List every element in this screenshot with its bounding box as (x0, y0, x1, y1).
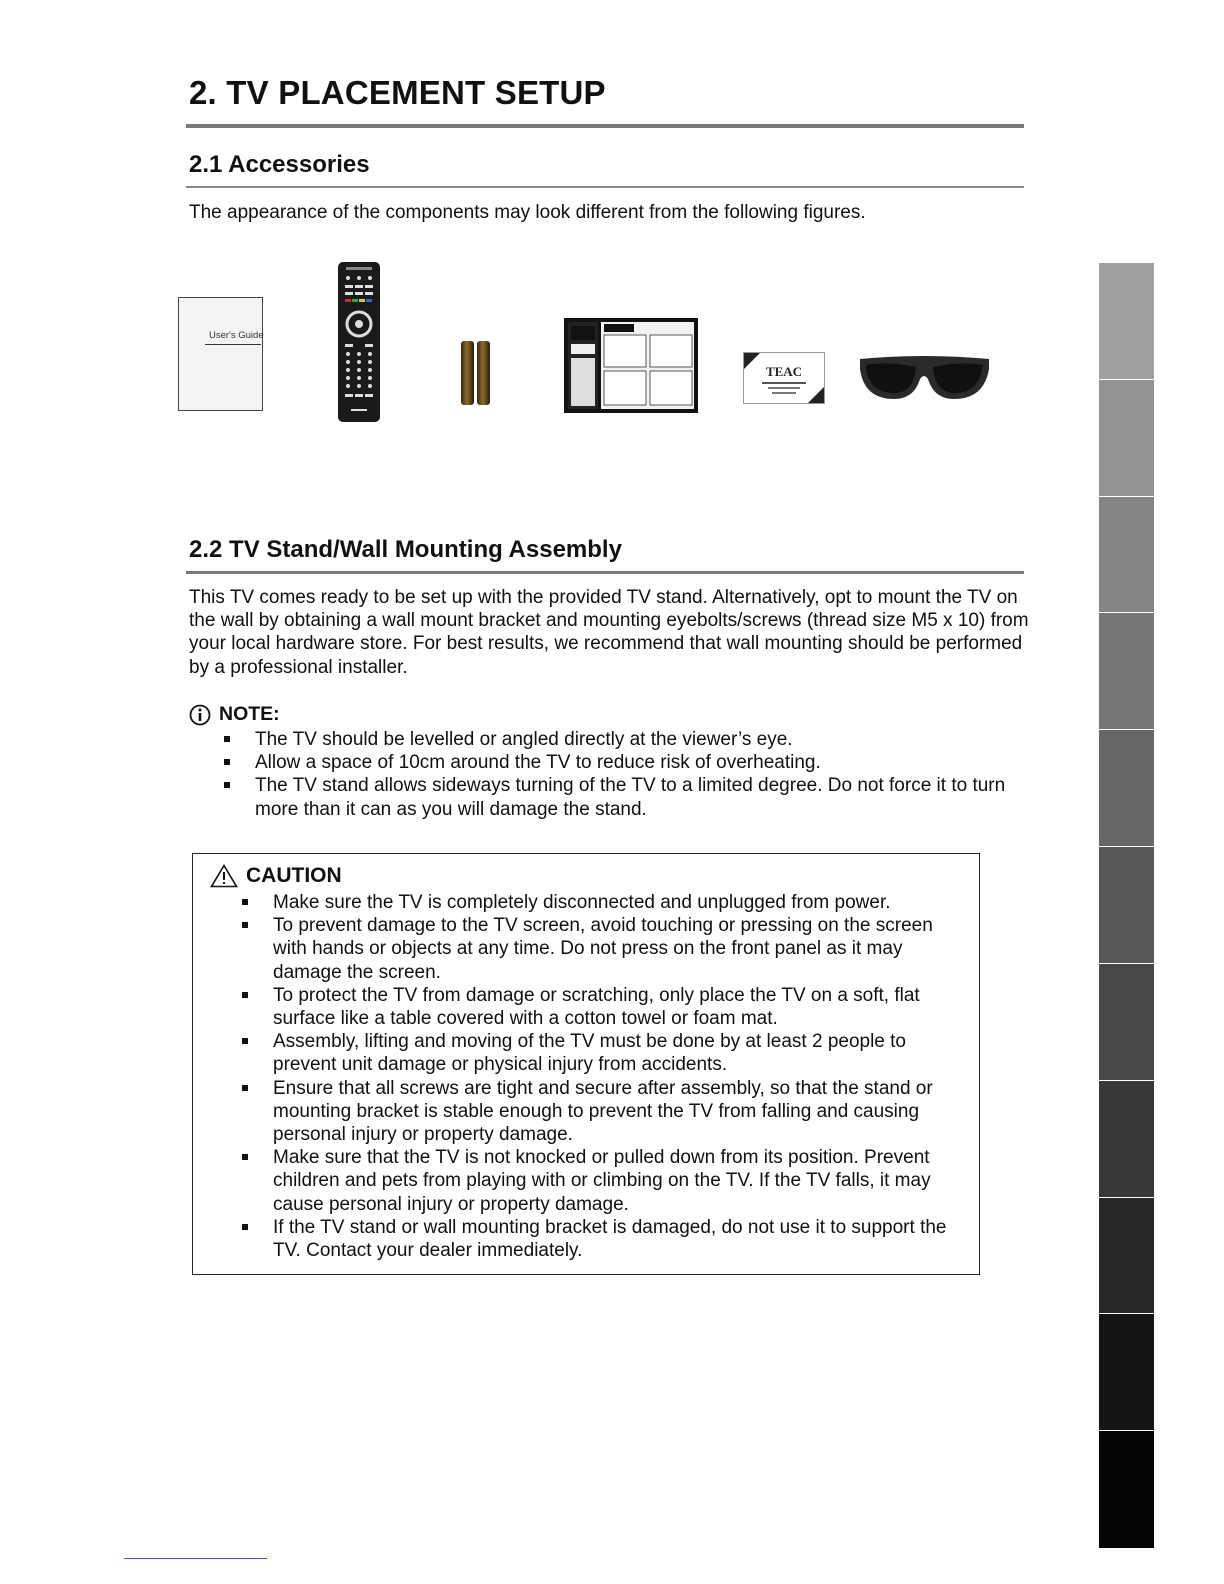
users-guide-figure (178, 297, 263, 411)
section-tab (1099, 380, 1154, 496)
section-tab (1099, 1081, 1154, 1197)
mounting-heading: 2.2 TV Stand/Wall Mounting Assembly (189, 536, 622, 563)
caution-item: To protect the TV from damage or scratching, only place the TV on a soft, flat surface like a table covered with a cotton towel or foam mat. (240, 984, 970, 1030)
note-label: NOTE: (219, 703, 280, 725)
note-item: Allow a space of 10cm around the TV to reduce risk of overheating. (222, 751, 1022, 774)
caution-header (210, 864, 342, 888)
accessories-heading: 2.1 Accessories (189, 151, 370, 178)
section-tab (1099, 1431, 1154, 1548)
caution-item: Assembly, lifting and moving of the TV must be done by at least 2 people to prevent unit damage or physical injury from accidents. (240, 1030, 970, 1076)
section-tab (1099, 1198, 1154, 1314)
note-header (189, 703, 280, 726)
remote-control-icon (338, 262, 380, 422)
caution-item: If the TV stand or wall mounting bracket is damaged, do not use it to support the TV. Contact your dealer immediately. (240, 1216, 970, 1262)
warranty-card-icon (744, 353, 824, 403)
caution-list (240, 891, 970, 1262)
mounting-paragraph: This TV comes ready to be set up with the provided TV stand. Alternatively, opt to mount the TV on the wall by obtaining a wall mount bracket and mounting eyebolts/screws (thread size M5 x 10) from your local hardware store. For best results, we recommend that wall mounting should be performed by a professional installer. (189, 587, 1029, 678)
section-tab (1099, 964, 1154, 1080)
warranty-card-brand: TEAC (765, 364, 803, 379)
note-item: The TV should be levelled or angled directly at the viewer’s eye. (222, 728, 1022, 751)
info-icon (189, 704, 211, 726)
caution-item: Make sure the TV is completely disconnected and unplugged from power. (240, 891, 970, 914)
title-rule (186, 124, 1024, 128)
note-list (222, 728, 1022, 821)
quick-start-guide-figure (564, 318, 698, 413)
section-tab (1099, 497, 1154, 613)
footer-link-line (124, 1558, 267, 1559)
section-tab (1099, 263, 1154, 379)
section-tab (1099, 613, 1154, 729)
note-item: The TV stand allows sideways turning of the TV to a limited degree. Do not force it to turn more than it can as you will damage the stand. (222, 774, 1022, 820)
warning-triangle-icon (210, 864, 238, 888)
mounting-rule (186, 571, 1024, 574)
users-guide-label: User's Guide (209, 330, 264, 341)
remote-control-figure (338, 262, 380, 422)
3d-glasses-figure (858, 355, 991, 402)
caution-item: Ensure that all screws are tight and secure after assembly, so that the stand or mounting bracket is stable enough to prevent the TV from falling and causing personal injury or property damage. (240, 1077, 970, 1147)
caution-item: Make sure that the TV is not knocked or pulled down from its position. Prevent children and pets from playing with or climbing on the TV. If the TV falls, it may cause personal injury or property damage. (240, 1146, 970, 1216)
section-tab (1099, 1314, 1154, 1430)
section-tab (1099, 847, 1154, 963)
accessories-intro: The appearance of the components may look different from the following figures. (189, 202, 866, 223)
accessories-rule (186, 186, 1024, 188)
page-title: 2. TV PLACEMENT SETUP (189, 74, 606, 111)
caution-label: CAUTION (246, 864, 342, 887)
3d-glasses-icon (858, 355, 991, 402)
battery-figure-1 (461, 341, 474, 405)
warranty-card-figure (743, 352, 825, 404)
battery-figure-2 (477, 341, 490, 405)
caution-item: To prevent damage to the TV screen, avoid touching or pressing on the screen with hands or objects at any time. Do not press on the front panel as it may damage the screen. (240, 914, 970, 984)
section-tab (1099, 730, 1154, 846)
quick-start-guide-icon (564, 318, 698, 413)
